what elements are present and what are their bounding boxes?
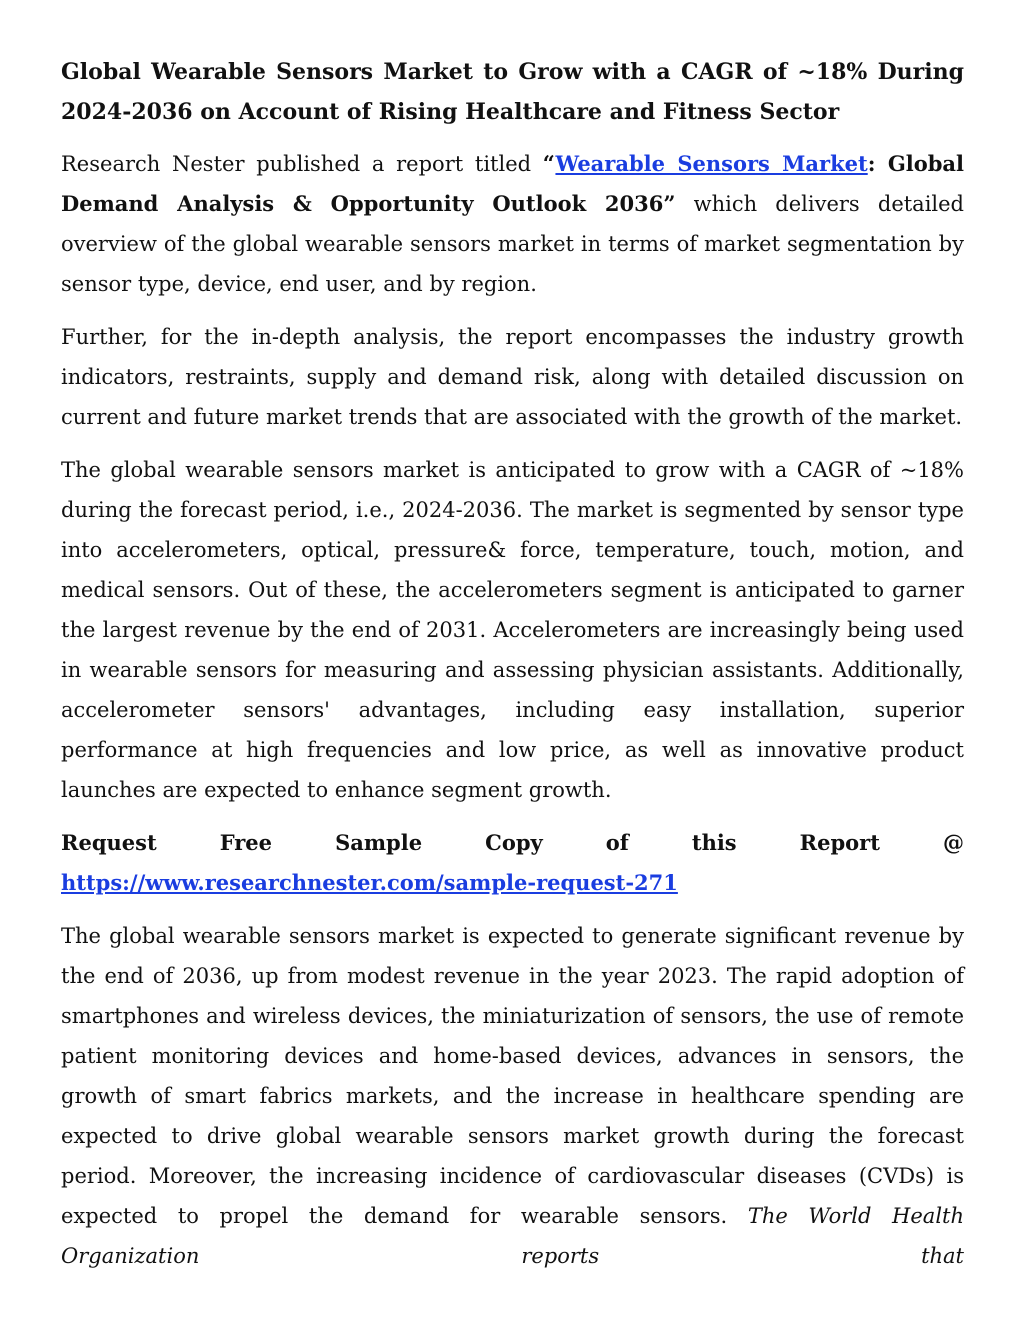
- intro-text: Research Nester published a report titled: [61, 152, 543, 176]
- request-sample-label: Request Free Sample Copy of this Report @: [61, 830, 964, 855]
- sample-request-link[interactable]: https://www.researchnester.com/sample-request-271: [61, 870, 678, 895]
- analysis-paragraph: Further, for the in-depth analysis, the report encompasses the industry growth indicators, restraints, supply and demand risk, along with detailed discussion on current and future market trends that are associated with the growth of the market.: [61, 325, 964, 429]
- document-page: [61, 52, 964, 1289]
- intro-text-end: which delivers detailed overview of the global wearable sensors market in terms of market segmentation by sensor type, device, end user, and by region.: [61, 192, 965, 296]
- revenue-paragraph: [61, 916, 964, 1276]
- who-report-text: The World Health Organization reports that: [61, 1204, 964, 1268]
- document-title: Global Wearable Sensors Market to Grow with a CAGR of ~18% During 2024-2036 on Account of Rising Healthcare and Fitness Sector: [61, 59, 964, 125]
- market-segment-paragraph: The global wearable sensors market is anticipated to grow with a CAGR of ~18% during the forecast period, i.e., 2024-2036. The market is segmented by sensor type into accelerometers, optical, pressure& force, temperature, touch, motion, and medical sensors. Out of these, the accelerometers segment is anticipated to garner the largest revenue by the end of 2031. Accelerometers are increasingly being used in wearable sensors for measuring and assessing physician assistants. Additionally, accelerometer sensors' advantages, including easy installation, superior performance at high frequencies and low price, as well as innovative product launches are expected to enhance segment growth.: [61, 458, 964, 802]
- report-title-quote-open: “: [542, 151, 556, 176]
- report-title-rest: : Global Demand Analysis & Opportunity Outlook 2036”: [61, 151, 965, 216]
- revenue-text: The global wearable sensors market is expected to generate significant revenue by the end of 2036, up from modest revenue in the year 2023. The rapid adoption of smartphones and wireless devices, the miniaturization of sensors, the use of remote patient monitoring devices and home-based devices, advances in sensors, the growth of smart fabrics markets, and the increase in healthcare spending are expected to drive global wearable sensors market growth during the forecast period. Moreover, the increasing incidence of cardiovascular diseases (CVDs) is expected to propel the demand for wearable sensors.: [61, 924, 964, 1228]
- wearable-sensors-market-link[interactable]: Wearable Sensors Market: [555, 151, 868, 176]
- intro-paragraph: [61, 144, 964, 304]
- request-sample-line: [61, 863, 964, 903]
